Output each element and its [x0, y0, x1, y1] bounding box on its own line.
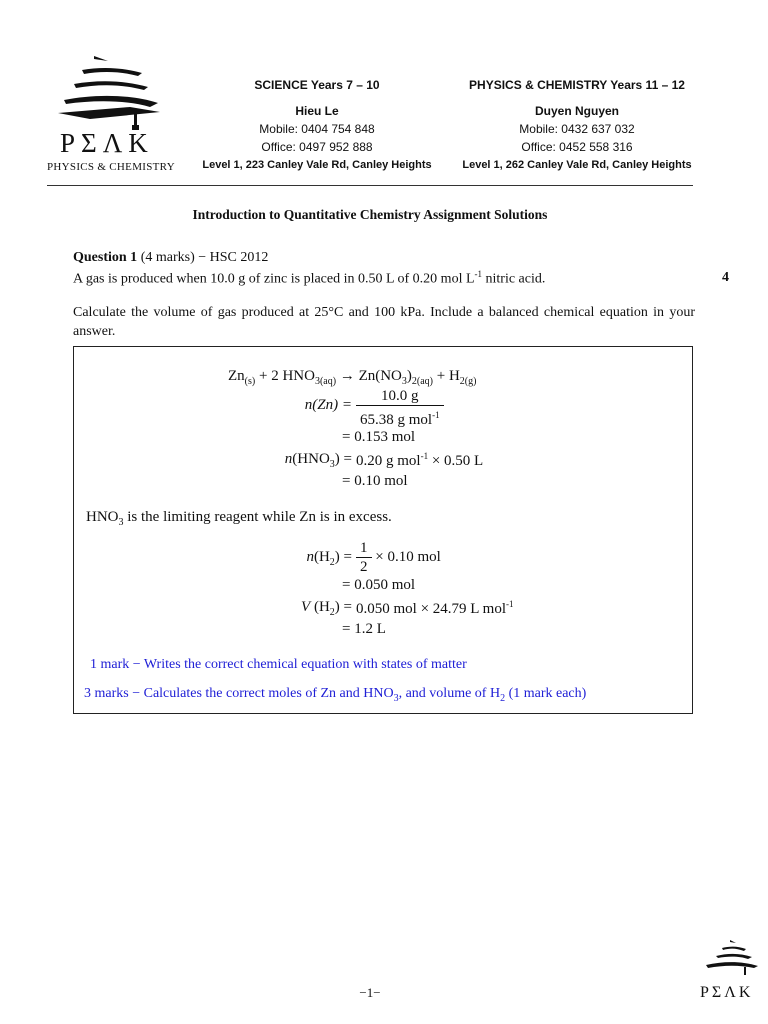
physchem-teacher-name: Duyen Nguyen: [534, 104, 619, 118]
physchem-mobile: Mobile: 0432 637 032: [519, 122, 635, 136]
criteria-1: 1 mark − Writes the correct chemical equation with states of matter: [90, 657, 467, 672]
eq-nitrate-state: 2(aq): [411, 376, 433, 387]
n-h2-lhs: $n(H_2)$ =: [306, 549, 352, 568]
physchem-office: Office: 0452 558 316: [521, 140, 633, 154]
v-h2-result: = 1.2 L: [342, 621, 386, 637]
science-mobile: Mobile: 0404 754 848: [259, 122, 375, 136]
criteria-2-c: (1 mark each): [505, 686, 587, 701]
n-h2-lhs-sub: 2: [329, 557, 335, 568]
v-h2-lhs-close: ) =: [334, 599, 352, 615]
n-hno3-rhs: [356, 451, 483, 470]
question-line-1: [73, 269, 545, 288]
n-hno3-lhs-close: ) =: [334, 451, 352, 467]
science-address: Level 1, 223 Canley Vale Rd, Canley Heights: [202, 159, 432, 171]
n-hno3-lhs-sub: 3: [329, 459, 335, 470]
n-hno3-rhs-sup: -1: [420, 451, 429, 461]
page-number: −1−: [359, 985, 381, 1000]
eq-no3-sub: 3: [401, 376, 407, 387]
document-title: Introduction to Quantitative Chemistry Assignment Solutions: [192, 207, 548, 222]
eq-plus-h2: + H: [433, 368, 460, 384]
question-label: Question 1: [73, 250, 138, 265]
science-contact-column: [187, 76, 447, 174]
limiting-statement: [86, 509, 392, 528]
limiting-end: is the limiting reagent while Zn is in excess.: [123, 509, 392, 525]
eq-zn: Zn: [228, 368, 245, 384]
physchem-heading: PHYSICS & CHEMISTRY Years 11 – 12: [469, 78, 685, 92]
question-line-1-text: A gas is produced when 10.0 g of zinc is placed in 0.50 L of 0.20 mol L: [73, 271, 475, 287]
n-zn-denominator: 65.38 g mol: [360, 412, 433, 428]
limiting-text: HNO: [86, 509, 119, 525]
n-hno3-result: = 0.10 mol: [342, 473, 408, 489]
n-zn-numerator: 10.0 g: [356, 387, 444, 406]
n-zn-lhs-text: n(Zn) =: [304, 397, 352, 413]
limiting-sub: 3: [118, 517, 124, 528]
n-hno3-rhs-text: 0.20 g mol: [356, 453, 421, 469]
margin-marks: 4: [722, 270, 729, 285]
question-line-1-end: nitric acid.: [482, 271, 546, 287]
question-source: − HSC 2012: [198, 250, 269, 265]
eq-hno3-sub: 3(aq): [314, 376, 337, 387]
eq-arrow-product: → Zn(NO: [336, 368, 402, 384]
criteria-2-a: 3 marks − Calculates the correct moles of Zn and HNO: [84, 686, 394, 701]
science-office: Office: 0497 952 888: [261, 140, 373, 154]
question-line-1-sup: -1: [474, 269, 483, 279]
footer-logo-icon: [700, 938, 760, 1002]
n-h2-denominator: 2: [360, 559, 368, 575]
solution-box: [73, 346, 693, 714]
science-teacher-name: Hieu Le: [295, 104, 339, 118]
question-heading: [73, 250, 268, 266]
n-hno3-lhs: $n(HNO_3)$ =: [284, 451, 352, 470]
n-zn-den-sup: -1: [432, 410, 440, 420]
reaction-equation: [228, 368, 538, 387]
criteria-2-sub2: 2: [500, 692, 506, 704]
v-h2-lhs: V $(H_2)$ =: [301, 599, 352, 618]
v-h2-lhs-sub: 2: [329, 607, 335, 618]
n-hno3-rhs-end: × 0.50 L: [428, 453, 484, 469]
header-divider: [47, 185, 693, 186]
physchem-address: Level 1, 262 Canley Vale Rd, Canley Heights: [462, 159, 692, 171]
criteria-2-b: , and volume of H: [398, 686, 501, 701]
n-zn-result: = 0.153 mol: [342, 429, 416, 445]
n-zn-lhs: [224, 397, 352, 414]
criteria-2-sub: 3: [393, 692, 399, 704]
eq-zn-state: (s): [244, 376, 256, 387]
v-h2-rhs-sup: -1: [506, 599, 514, 609]
n-h2-result: = 0.050 mol: [342, 577, 416, 593]
v-h2-rhs-text: 0.050 mol × 24.79 L mol: [356, 601, 506, 617]
n-h2-rhs: [356, 539, 441, 576]
eq-close: ): [406, 368, 412, 384]
brand-subtitle: PHYSICS & CHEMISTRY: [47, 161, 175, 173]
question-line-2: Calculate the volume of gas produced at 25°C and 100 kPa. Include a balanced chemical equation in your answer.: [73, 305, 695, 339]
n-zn-fraction: [356, 387, 444, 429]
eq-plus-hno3: + 2 HNO: [255, 368, 315, 384]
eq-h2-sub: 2(g): [459, 376, 477, 387]
footer-logo-text: PΣΛK: [700, 984, 754, 1001]
n-h2-numerator: 1: [356, 539, 372, 558]
brand-wordmark: PΣΛK: [60, 128, 154, 158]
criteria-2: [84, 686, 586, 704]
science-heading: SCIENCE Years 7 – 10: [254, 78, 380, 92]
n-h2-rhs-text: × 0.10 mol: [371, 548, 441, 565]
v-h2-rhs: [356, 599, 514, 618]
n-h2-lhs-close: ) =: [334, 549, 352, 565]
physchem-contact-column: [447, 76, 707, 174]
question-marks: (4 marks): [140, 250, 195, 265]
